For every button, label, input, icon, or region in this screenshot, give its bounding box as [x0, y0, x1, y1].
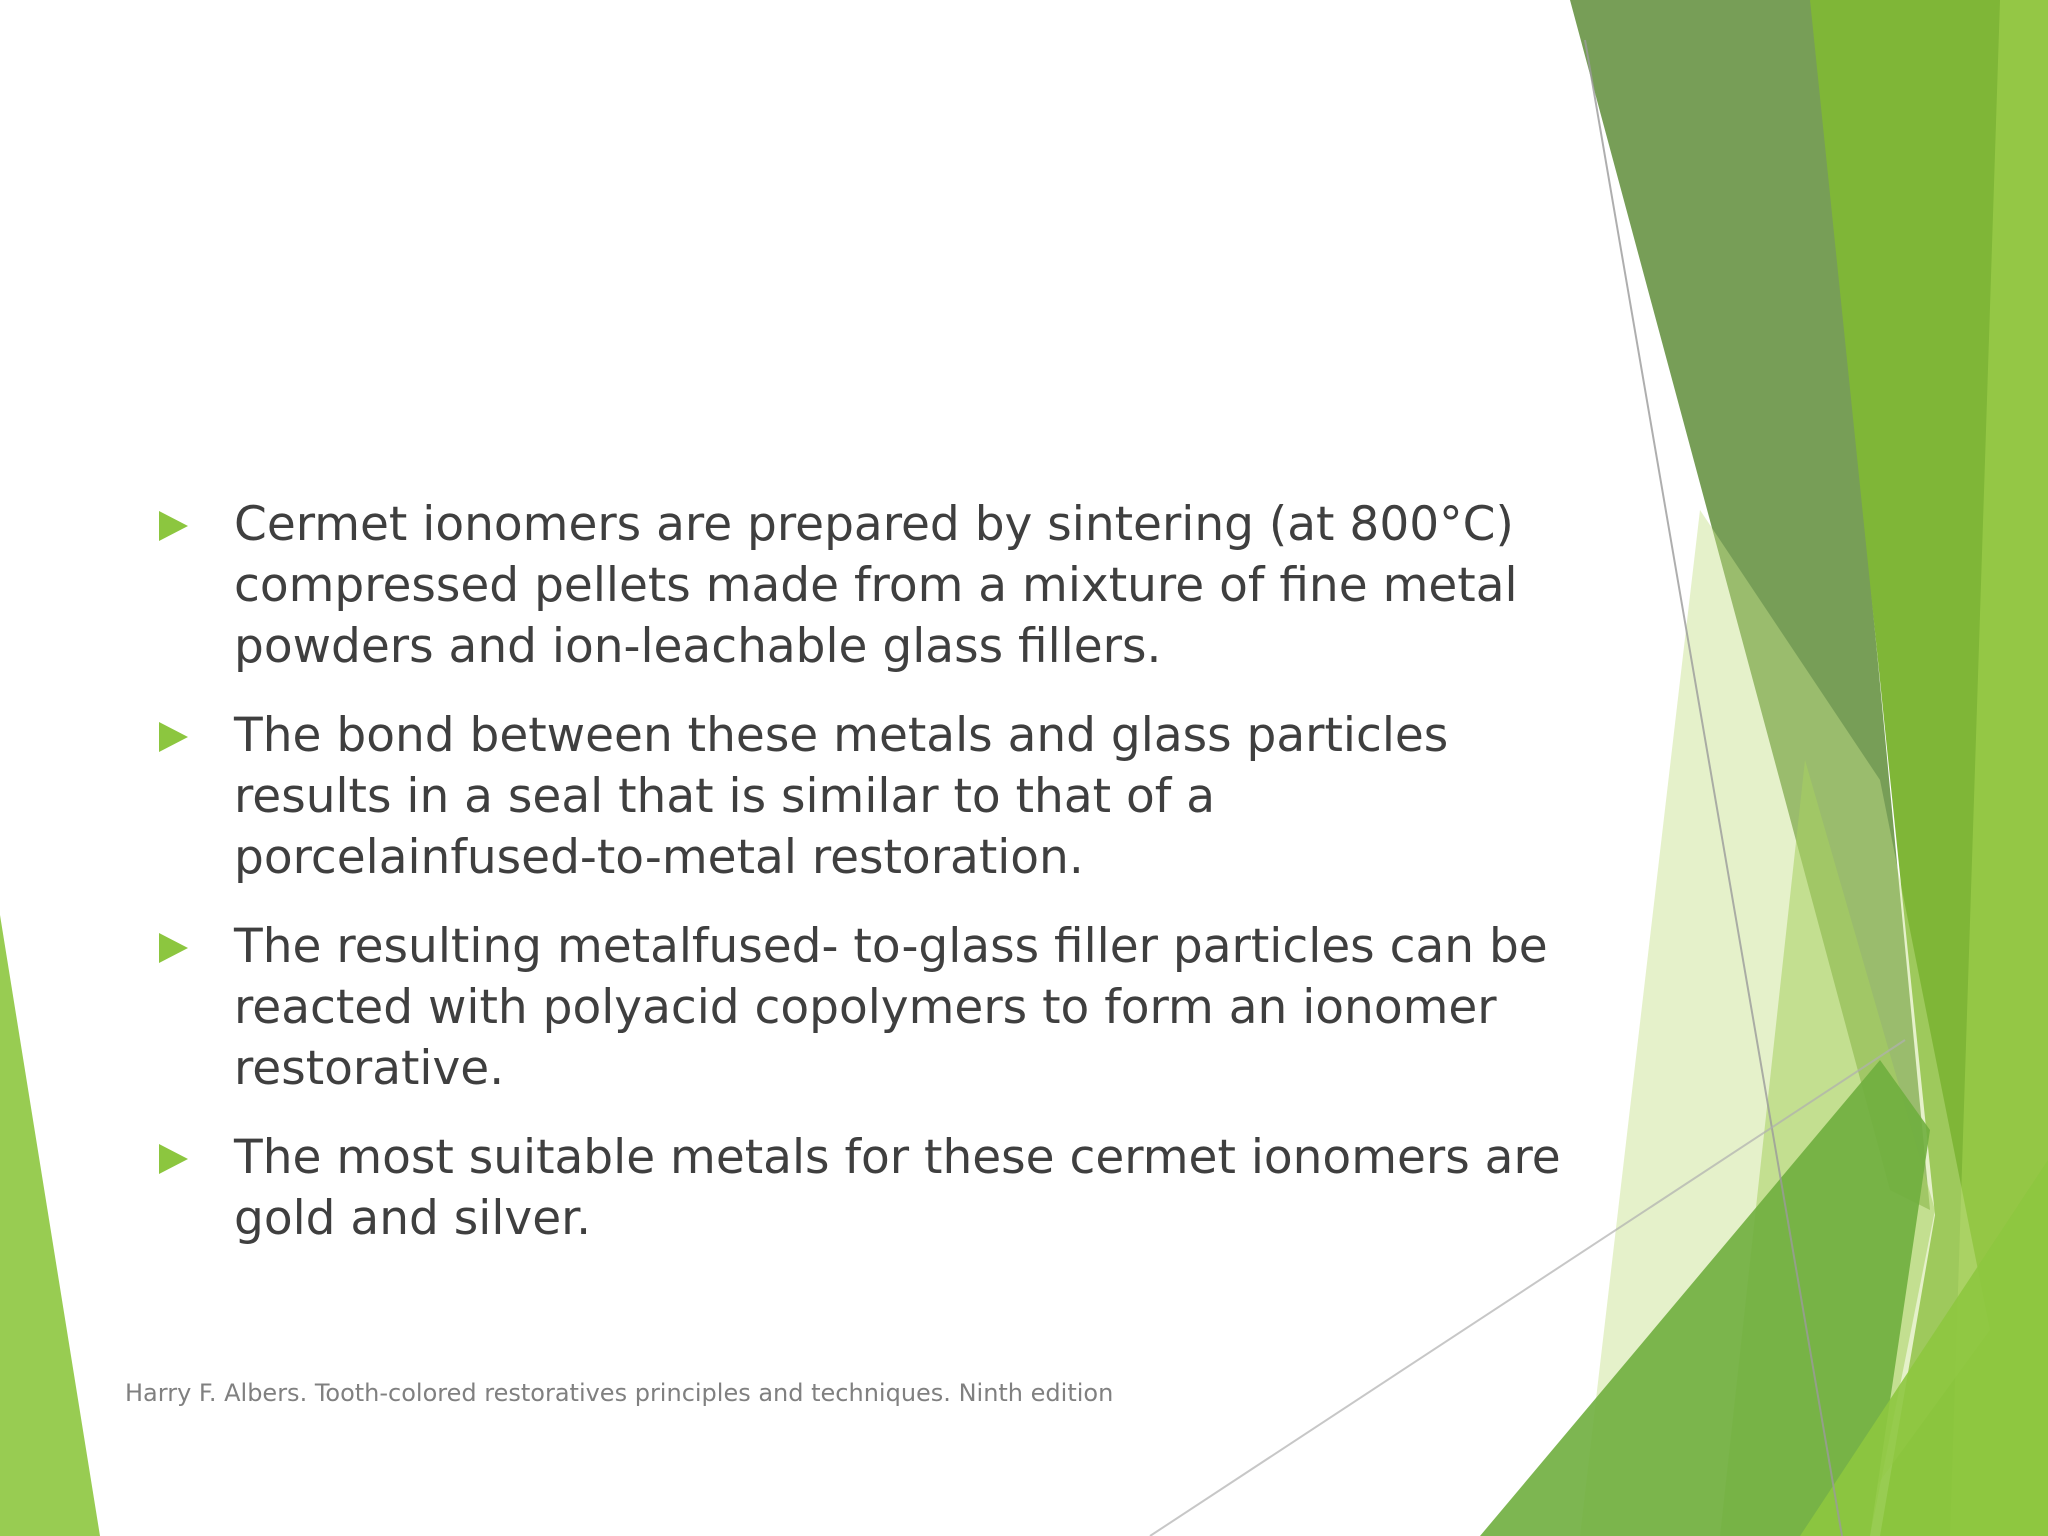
bullet-item	[155, 494, 1575, 677]
citation: Harry F. Albers. Tooth-colored restoratives principles and techniques. Ninth edition	[125, 1379, 1114, 1407]
left-green-sliver	[0, 915, 100, 1536]
bullet-text: The most suitable metals for these cermet ionomers are gold and silver.	[234, 1130, 1561, 1246]
bullet-item	[155, 1127, 1575, 1249]
bullet-text: Cermet ionomers are prepared by sintering (at 800°C) compressed pellets made from a mixture of fine metal powders and ion-leachable glass fillers.	[234, 497, 1518, 674]
triangle-right-icon	[159, 1144, 188, 1174]
bullet-item	[155, 916, 1575, 1099]
bullet-item	[155, 705, 1575, 888]
triangle-right-icon	[159, 511, 188, 541]
bullet-text: The resulting metalfused- to-glass filler particles can be reacted with polyacid copolymers to form an ionomer restorative.	[234, 919, 1548, 1096]
bullet-list	[155, 494, 1575, 1277]
bullet-text: The bond between these metals and glass particles results in a seal that is similar to that of a porcelainfused-to-metal restoration.	[234, 708, 1449, 885]
triangle-right-icon	[159, 933, 188, 963]
triangle-right-icon	[159, 722, 188, 752]
